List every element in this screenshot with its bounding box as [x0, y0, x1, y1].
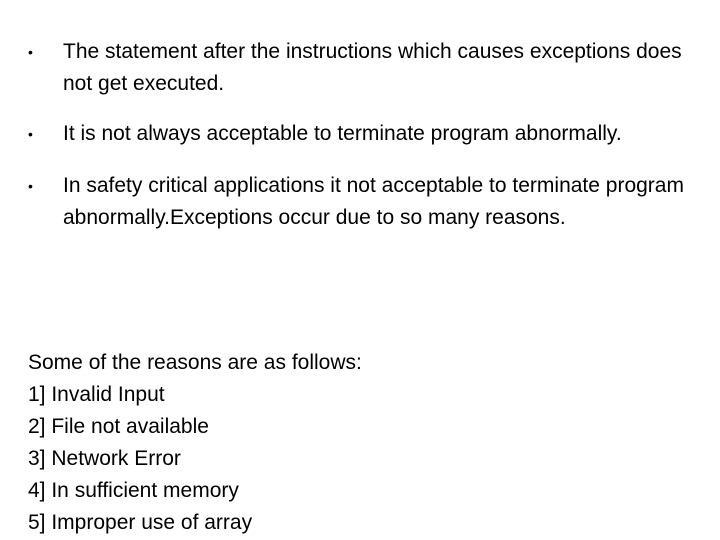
reason-item: 4] In sufficient memory — [28, 479, 239, 502]
reasons-section — [28, 347, 698, 539]
bullet-item — [28, 36, 698, 100]
bullet-text: In safety critical applications it not acceptable to terminate program abnormally.Exceptions occur due to so many reasons. — [63, 174, 684, 229]
bullet-item — [28, 118, 698, 150]
reason-item: 3] Network Error — [28, 447, 181, 470]
bullet-text: It is not always acceptable to terminate program abnormally. — [63, 122, 622, 145]
bullet-list — [28, 36, 698, 252]
reason-item: 2] File not available — [28, 415, 209, 438]
bullet-dot-icon: • — [28, 178, 33, 194]
reasons-heading: Some of the reasons are as follows: — [28, 351, 362, 374]
reason-item: 1] Invalid Input — [28, 383, 165, 406]
bullet-dot-icon: • — [28, 44, 33, 60]
bullet-text: The statement after the instructions which causes exceptions does not get executed. — [63, 40, 682, 95]
bullet-dot-icon: • — [28, 126, 33, 142]
bullet-item — [28, 170, 698, 234]
reason-item: 5] Improper use of array — [28, 511, 253, 534]
